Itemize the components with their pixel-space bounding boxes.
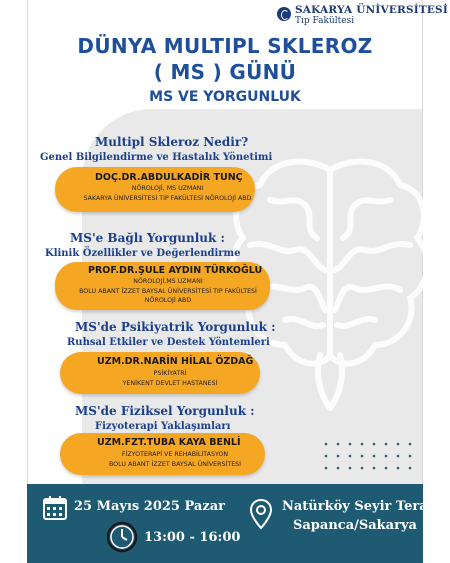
session-4-subtitle: Fizyoterapi Yaklaşımları <box>95 421 231 432</box>
event-time: 13:00 - 16:00 <box>144 530 241 545</box>
poster-title-line1: DÜNYA MULTIPL SKLEROZ <box>77 34 373 58</box>
left-border <box>27 0 28 563</box>
session-1-subtitle: Genel Bilgilendirme ve Hastalık Yönetimi <box>40 152 273 163</box>
session-3-title: MS'de Psikiyatrik Yorgunluk : <box>75 320 276 334</box>
session-1-speaker: DOÇ.DR.ABDULKADİR TUNÇ <box>95 172 243 183</box>
session-4-title: MS'de Fiziksel Yorgunluk : <box>75 404 255 418</box>
session-1-title: Multipl Skleroz Nedir? <box>95 135 249 149</box>
poster-subtitle: MS VE YORGUNLUK <box>149 89 301 105</box>
event-venue: Natürköy Seyir Terası <box>282 499 440 514</box>
session-2-title: MS'e Bağlı Yorgunluk : <box>70 231 225 245</box>
session-2-speaker: PROF.DR.ŞULE AYDIN TÜRKOĞLU <box>88 265 263 276</box>
session-1-info: NÖROLOJİ, MS UZMANI SAKARYA ÜNİVERSİTESİ TIP FAKÜLTESİ NÖROLOJİ ABD <box>83 185 252 202</box>
session-2-subtitle: Klinik Özellikler ve Değerlendirme <box>45 248 241 259</box>
session-4-speaker: UZM.FZT.TUBA KAYA BENLİ <box>97 437 241 448</box>
location-pin-icon <box>249 498 273 530</box>
session-3-subtitle: Ruhsal Etkiler ve Destek Yöntemleri <box>67 337 270 348</box>
session-3-info: PSİKİYATRİ YENİKENT DEVLET HASTANESİ <box>122 370 218 387</box>
session-4-info: FİZYOTERAPİ VE REHABİLİTASYON BOLU ABANT İZZET BAYSAL ÜNİVERSİTESİ <box>108 451 242 468</box>
university-logo <box>277 5 448 26</box>
clock-icon <box>106 521 138 553</box>
calendar-icon <box>42 495 68 521</box>
poster-title-line2: ( MS ) GÜNÜ <box>153 60 297 84</box>
session-2-info: NÖROLOJİ,MS UZMANI BOLU ABANT İZZET BAYSAL ÜNİVERSİTESİ TIP FAKÜLTESİ NÖROLOJİ ABD <box>79 278 257 304</box>
session-3-speaker: UZM.DR.NARİN HİLAL ÖZDAĞ <box>97 356 254 367</box>
logo-name: SAKARYA ÜNİVERSİTESİ <box>295 4 448 16</box>
event-city: Sapanca/Sakarya <box>293 518 417 533</box>
event-date: 25 Mayıs 2025 Pazar <box>74 499 225 514</box>
logo-subtitle: Tıp Fakültesi <box>295 15 355 26</box>
logo-icon <box>277 7 291 21</box>
decorative-dots <box>322 440 417 478</box>
